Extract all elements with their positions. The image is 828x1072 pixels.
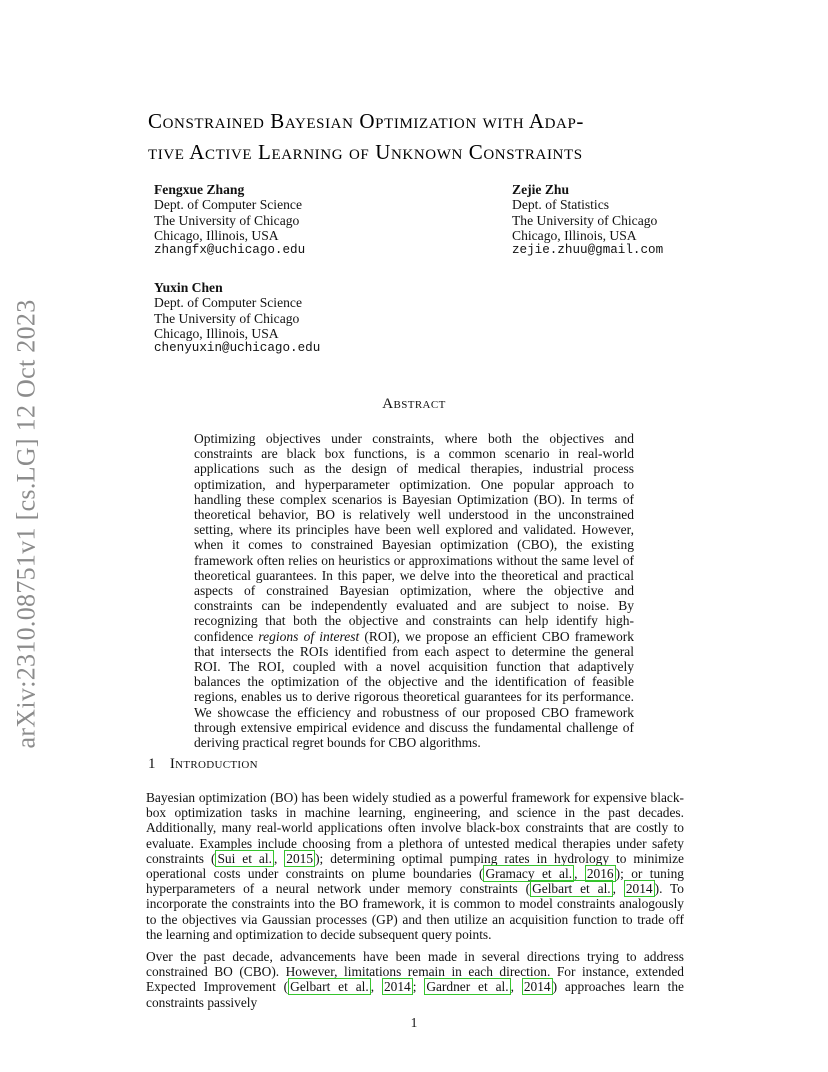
author-name: Zejie Zhu: [512, 182, 570, 197]
page-number: 1: [410, 1015, 418, 1030]
paragraph-text: ,: [273, 850, 285, 866]
author-university: The University of Chicago: [512, 212, 658, 228]
citation-link[interactable]: Gramacy et al.: [485, 866, 573, 882]
abstract-text: Optimizing objectives under constraints, where both the objectives and constraints are black box functions, is a common scenario in real-world applications such as the design of medical therapies, industrial process optimization, and hyperparameter optimization. One popular approach to handling these complex scenarios is Bayesian Optimization (BO). In terms of theoretical behavior, BO is relatively well understood in the unconstrained setting, where its principles have been well explored and validated. However, when it comes to constrained Bayesian optimization (CBO), the existing framework often relies on heuristics or approximations without the same level of theoretical guarantees. In this paper, we delve into the theoretical and practical aspects of constrained Bayesian optimization, where the objective and constraints can be independently evaluated and are subject to noise. By recognizing that both the objective and constraints can help identify high-confidence: [194, 431, 634, 644]
abstract-heading: Abstract: [382, 396, 446, 412]
citation-link[interactable]: 2014: [523, 979, 551, 995]
title-line-2: tive Active Learning of Unknown Constraints: [148, 140, 583, 164]
paragraph-text: ;: [412, 979, 425, 995]
abstract-body: [194, 431, 634, 750]
citation-link[interactable]: Gelbart et al.: [532, 881, 611, 897]
citation-link[interactable]: Gelbart et al.: [290, 979, 369, 995]
paragraph-text: ); determining optimal pumping rates in hydrology to minimize operational costs under constraints on plume boundaries (: [146, 850, 685, 882]
citation-link[interactable]: Sui et al.: [217, 850, 272, 866]
citation-link[interactable]: 2015: [286, 850, 314, 866]
author-block: [512, 182, 663, 258]
abstract-text: (ROI), we propose an efficient CBO framework that intersects the ROIs identified from each aspect to determine the general ROI. The ROI, coupled with a novel acquisition function that adaptively balances the optimization of the objective and the identification of feasible regions, enables us to derive rigorous theoretical guarantees for its performance. We showcase the efficiency and robustness of our proposed CBO framework through extensive empirical evidence and discuss the fundamental challenge of deriving practical regret bounds for CBO algorithms.: [194, 628, 634, 751]
author-location: Chicago, Illinois, USA: [512, 227, 637, 243]
paragraph-text: Over the past decade, advancements have been made in several directions trying to address constrained BO (CBO). However, limitations remain in each direction. For instance, extended Expected Improvement (: [146, 949, 684, 995]
abstract-emphasis: regions of interest: [258, 628, 360, 644]
author-university: The University of Chicago: [154, 212, 300, 228]
title-line-1: Constrained Bayesian Optimization with Adap-: [148, 109, 585, 133]
author-location: Chicago, Illinois, USA: [154, 227, 279, 243]
intro-paragraph: [146, 790, 684, 942]
author-block: [154, 182, 305, 258]
author-dept: Dept. of Computer Science: [154, 295, 302, 311]
section-title: Introduction: [169, 756, 258, 772]
intro-paragraph: [146, 949, 684, 1010]
paragraph-text: Bayesian optimization (BO) has been widely studied as a powerful framework for expensive black-box optimization tasks in machine learning, engineering, and science in the past decades. Additionally, many real-world applications often involve black-box constraints that are costly to evaluate. Examples include choosing from a plethora of untested medical therapies under safety constraints (: [146, 790, 684, 866]
arxiv-identifier-text: arXiv:2310.08751v1 [cs.LG] 12 Oct 2023: [11, 299, 40, 749]
paper-title: [148, 106, 708, 168]
author-name: Fengxue Zhang: [154, 182, 245, 197]
author-email[interactable]: chenyuxin@uchicago.edu: [154, 341, 321, 356]
citation-link[interactable]: 2014: [383, 979, 411, 995]
citation-link[interactable]: 2014: [625, 881, 653, 897]
section-heading: [148, 756, 258, 773]
author-email[interactable]: zhangfx@uchicago.edu: [154, 243, 306, 258]
author-location: Chicago, Illinois, USA: [154, 325, 279, 341]
arxiv-identifier: [2, 288, 50, 760]
author-dept: Dept. of Computer Science: [154, 197, 302, 213]
section-number: 1: [148, 756, 156, 772]
paragraph-text: ); or tuning hyperparameters of a neural network under memory constraints (: [146, 866, 684, 897]
author-name: Yuxin Chen: [154, 280, 223, 295]
paragraph-text: ). To incorporate the constraints into the BO framework, it is common to model constraints analogously to the objectives via Gaussian processes (GP) and then utilize an acquisition function to trade off the learning and optimization to decide subsequent query points.: [146, 881, 684, 942]
citation-link[interactable]: Gardner et al.: [426, 979, 509, 995]
paragraph-text: ) approaches learn the constraints passively: [146, 979, 684, 1010]
paragraph-text: ,: [370, 979, 382, 995]
author-email[interactable]: zejie.zhuu@gmail.com: [512, 243, 664, 258]
paragraph-text: ,: [612, 881, 624, 897]
citation-link[interactable]: 2016: [586, 866, 614, 882]
author-university: The University of Chicago: [154, 310, 300, 326]
paragraph-text: ,: [574, 866, 585, 882]
paragraph-text: ,: [510, 979, 522, 995]
author-dept: Dept. of Statistics: [512, 197, 610, 213]
author-block: [154, 280, 320, 356]
